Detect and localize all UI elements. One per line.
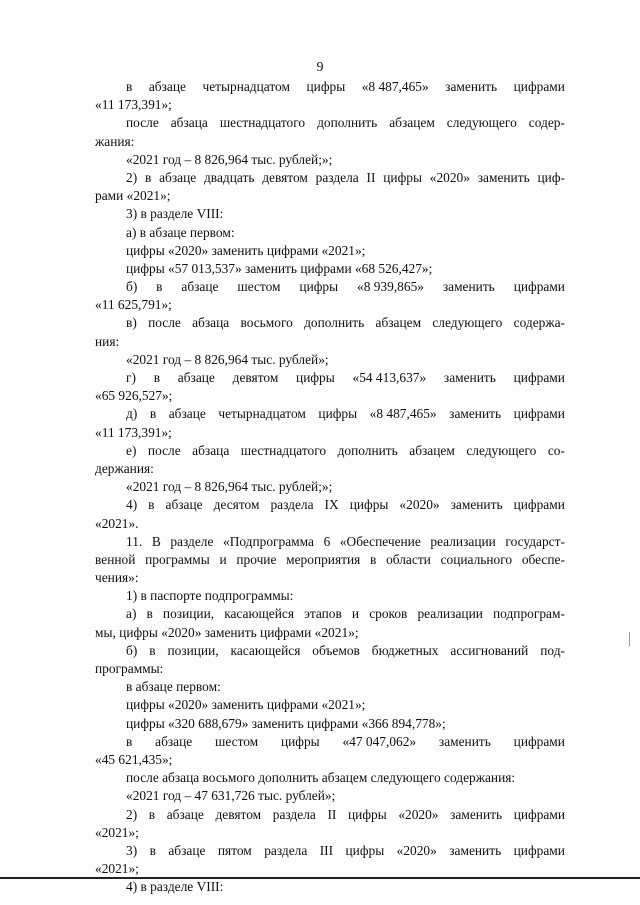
word: заменить [445,79,498,94]
word: II [366,169,376,185]
text-line: «11 625,791»; [95,297,172,313]
word: в [153,370,161,385]
word: касающейся [224,606,295,622]
text-line [95,551,565,569]
word: цифрами [513,733,565,749]
text-line: после абзаца восьмого дополнить абзацем следующего содержания: [126,770,516,786]
word: «Обеспечение [339,533,421,549]
word: цифрами [513,497,565,513]
word: «47 047,062» [342,733,417,749]
text-line [95,642,565,660]
text-line: ния: [95,333,120,349]
text-line: «45 621,435»; [95,751,173,767]
word: цифрами [513,806,565,822]
word: в [126,733,133,749]
word: «54 413,637» [352,370,427,385]
word: цифры [349,497,389,513]
word: IX [324,497,339,513]
text-line [95,442,565,460]
word: цифрами [513,79,565,94]
text-line [95,278,565,296]
word: цифрами [513,279,565,295]
word: шестнадцатого [240,442,327,458]
word: цифры [318,406,358,422]
word: девятом [232,370,279,385]
word: «Подпрограмма [223,533,314,549]
text-line [95,314,565,332]
word: 2) [126,806,138,822]
text-line: 4) в разделе VIII: [126,879,224,895]
document-body [95,78,565,896]
word: В [151,533,161,549]
text-line [95,78,565,96]
text-line: 1) в паспорте подпрограммы: [126,588,294,604]
word: «2020» [399,497,440,513]
word: государст- [505,533,565,549]
word: следующего [466,442,537,458]
word: раздела [315,169,359,185]
word: девятом [215,806,262,822]
text-line: чения»: [95,570,139,586]
word: г) [126,370,136,385]
word: со- [547,442,565,458]
text-line [95,369,565,387]
text-line: рами «2021»; [95,188,171,204]
word: десятом [213,497,260,513]
word: ассигнований [450,642,529,658]
text-line [95,169,565,187]
word: «8 939,865» [357,279,424,295]
word: шестом [237,279,281,295]
text-line: «2021»; [95,861,139,877]
word: социального [440,551,513,567]
word: цифры [299,279,339,295]
text-line: программы: [95,661,164,676]
word: после [126,115,159,131]
word: а) [126,606,137,622]
text-line: «65 926,527»; [95,388,173,404]
word: раздела [264,842,308,858]
word: области [386,551,431,567]
word: в [149,406,157,422]
word: цифрами [513,842,565,858]
word: заменить [442,279,495,295]
word: е) [126,442,137,458]
word: подпрограм- [493,606,565,622]
word: в [156,279,163,295]
word: 6 [323,533,331,549]
word: цифрами [513,406,565,422]
word: цифрами [513,370,565,385]
word: цифры [345,842,385,858]
word: абзаце [155,733,193,749]
word: бюджетных [371,642,439,658]
text-line: «2021 год – 8 826,964 тыс. рублей;»; [126,151,333,167]
text-line: цифры «2020» заменить цифрами «2021»; [126,242,366,258]
word: в [370,551,377,567]
word: содер- [528,115,565,131]
word: абзаца [170,115,208,131]
word: под- [540,642,565,658]
text-line: держания: [95,460,154,476]
word: после [148,315,181,331]
word: дополнить [304,315,365,331]
word: девятом [262,169,308,185]
word: цифры [306,79,346,94]
word: содержа- [513,315,565,331]
text-line: «2021»; [95,824,139,840]
word: дополнить [317,115,378,131]
text-line: «2021 год – 8 826,964 тыс. рублей»; [126,351,329,367]
word: раздела [270,497,314,513]
word: реализации [430,533,496,549]
word: III [319,842,334,858]
text-line [95,806,565,824]
text-line [95,733,565,751]
word: в) [126,315,137,331]
word: прочие [236,551,277,567]
word: б) [126,279,138,295]
word: касающейся [230,642,301,658]
word: позиции, [167,642,219,658]
word: венной [95,551,136,567]
word: обеспе- [521,551,565,567]
text-line [95,605,565,623]
text-line [95,533,565,551]
word: и [351,606,360,622]
text-line: а) в абзаце первом: [126,224,235,240]
word: «2020» [398,806,439,822]
word: абзацем [409,442,455,458]
word: следующего [432,315,503,331]
text-line: жания: [95,133,135,149]
word: цифры [348,806,387,822]
word: дополнить [337,442,398,458]
word: шестом [215,733,259,749]
word: «8 487,465» [361,79,429,94]
word: абзацем [375,315,422,331]
word: программы [145,551,210,567]
word: в [149,842,156,858]
word: цифры [383,169,422,185]
text-line: мы, цифры «2020» заменить цифрами «2021»; [95,624,359,640]
word: реализации [417,606,483,622]
text-line [95,842,565,860]
word: в [148,497,155,513]
word: абзаце [148,79,186,94]
word: и [219,551,227,567]
text-line: 3) в разделе VIII: [126,206,224,222]
word: циф- [537,169,565,185]
text-line: «11 173,391»; [95,97,172,113]
word: в [149,642,156,658]
word: абзаце [177,370,215,385]
scan-margin-mark [629,632,630,646]
text-line: цифры «57 013,537» заменить цифрами «68 526,427»; [126,260,433,276]
text-line: «2021». [95,515,139,531]
word: абзаце [181,279,219,295]
text-line: цифры «2020» заменить цифрами «2021»; [126,697,366,713]
word: разделе [170,533,214,549]
word: абзаце [159,169,197,185]
word: шестнадцатого [219,115,306,131]
text-line [95,114,565,132]
word: абзаца [192,442,230,458]
word: восьмого [240,315,293,331]
word: абзаце [166,806,204,822]
word: заменить [449,406,502,422]
word: после [147,442,181,458]
word: пятом [217,842,252,858]
word: абзаце [168,406,206,422]
text-line: в абзаце первом: [126,679,221,695]
word: д) [126,406,138,422]
word: «2020» [396,842,437,858]
word: 2) [126,169,138,185]
word: в [126,79,133,94]
word: в [144,169,152,185]
text-line: цифры «320 688,679» заменить цифрами «366 894,778»; [126,715,446,731]
word: четырнадцатом [218,406,306,422]
page-number: 9 [316,60,324,75]
text-line: «11 173,391»; [95,424,172,440]
word: объемов [312,642,360,658]
text-line [95,405,565,423]
word: заменить [449,842,502,858]
word: II [327,806,337,822]
word: мероприятия [286,551,361,567]
word: абзаце [168,842,206,858]
word: четырнадцатом [202,79,290,94]
word: абзаце [165,497,203,513]
word: заменить [450,497,503,513]
footer-rule [0,877,640,879]
word: двадцать [203,169,255,185]
word: заменить [443,370,496,385]
word: сроков [369,606,408,622]
word: цифры [296,370,335,385]
word: цифры [280,733,320,749]
word: абзаца [192,315,230,331]
word: «2020» [429,169,470,185]
word: в [148,806,156,822]
word: заменить [477,169,530,185]
word: в [146,606,153,622]
word: раздела [272,806,316,822]
text-line: «2021 год – 8 826,964 тыс. рублей;»; [126,479,333,495]
text-line: «2021 год – 47 631,726 тыс. рублей»; [126,788,336,804]
word: абзацем [389,115,435,131]
word: следующего [446,115,517,131]
word: 4) [126,497,138,513]
word: заменить [438,733,491,749]
word: позиции, [162,606,215,622]
word: 11. [126,533,143,549]
word: этапов [304,606,342,622]
word: б) [126,642,138,658]
word: 3) [126,842,138,858]
word: заменить [450,806,503,822]
text-line [95,496,565,514]
word: «8 487,465» [369,406,437,422]
